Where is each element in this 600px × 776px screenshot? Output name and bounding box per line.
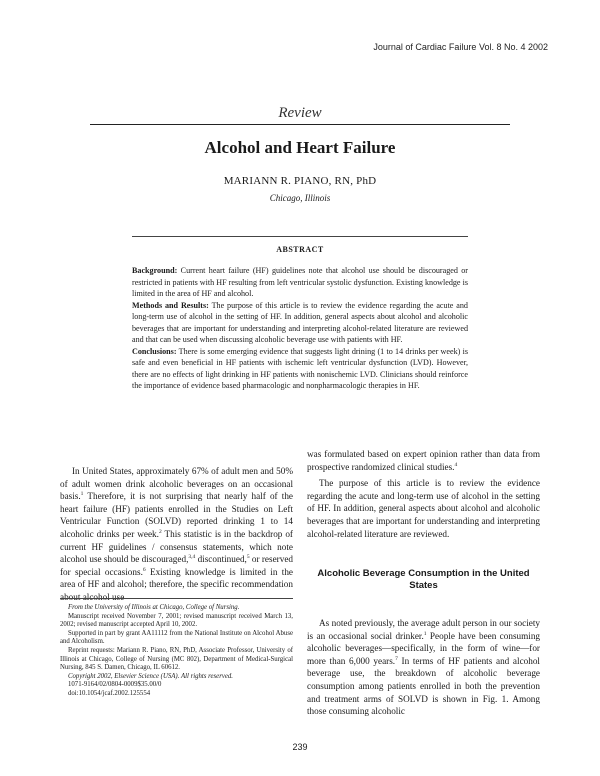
section-label: Review — [278, 105, 322, 121]
footnote-reprint: Reprint requests: Mariann R. Piano, RN, PhD, Associate Professor, University of Illinois at Chicago, College of Nursing (MC 802), Department of Medical-Surgical Nursing, 845 S. Damen, Chicago, IL 60612. — [60, 646, 293, 672]
body-text: Existing knowledge is limited in the area of HF and alcohol; therefore, the specific recommendation about alcohol use — [60, 566, 293, 602]
journal-header: Journal of Cardiac Failure Vol. 8 No. 4 2002 — [373, 42, 548, 52]
footnote-rule — [60, 598, 293, 599]
abstract-rule — [132, 236, 468, 237]
body-right-column-lower — [307, 617, 540, 718]
abstract-methods-label: Methods and Results: — [132, 300, 209, 310]
citation: 4 — [454, 461, 458, 468]
body-paragraph — [307, 448, 540, 473]
abstract-heading: ABSTRACT — [276, 245, 324, 254]
citation: 1 — [423, 630, 427, 637]
section-subheading: Alcoholic Beverage Consumption in the United States — [317, 568, 530, 591]
abstract-block — [132, 265, 468, 392]
footnote-issn: 1071-9164/02/0804-0009$35.00/0 — [68, 681, 162, 689]
body-left-column — [60, 465, 293, 604]
abstract-conclusions-label: Conclusions: — [132, 346, 177, 356]
footnote-received: Manuscript received November 7, 2001; revised manuscript received March 13, 2002; revised manuscript accepted April 10, 2002. — [60, 612, 293, 629]
footnote-support: Supported in part by grant AA11112 from the National Institute on Alcohol Abuse and Alcoholism. — [60, 629, 293, 646]
abstract-methods — [132, 300, 468, 346]
body-paragraph — [60, 465, 293, 604]
body-text: Therefore, it is not surprising that nearly half of the heart failure (HF) patients enrolled in the Studies on Left Ventricular Function (SOLVD) reported drinking 1 to 14 alcoholic drinks per week. — [60, 491, 293, 539]
abstract-conclusions — [132, 346, 468, 392]
body-text: was formulated based on expert opinion rather than data from prospective randomized clinical studies. — [307, 449, 540, 472]
page-number: 239 — [292, 742, 308, 752]
body-text: As noted previously, the average adult person in our society is an occasional social drinker. — [307, 618, 540, 641]
citation: 1 — [80, 491, 84, 498]
author-affiliation: Chicago, Illinois — [269, 193, 331, 203]
abstract-background-text: Current heart failure (HF) guidelines note that alcohol use should be discouraged or restricted in patients with HF resulting from left ventricular systolic dysfunction. Existing knowledge is limited in the area of HF and alcohol. — [132, 266, 469, 298]
footnote-doi: doi:10.1054/jcaf.2002.125554 — [68, 689, 151, 697]
footnotes — [60, 604, 293, 699]
body-paragraph: The purpose of this article is to review the evidence regarding the acute and long-term use of alcohol in the setting of HF. In addition, general aspects about alcohol and alcoholic beverages that are important for understanding and interpreting alcohol-related literature are reviewed. — [307, 478, 540, 539]
citation: 2 — [158, 528, 162, 535]
header-rule — [90, 124, 510, 125]
body-text: discontinued, — [195, 554, 247, 565]
body-text: In United States, approximately 67% of adult men and 50% of adult women drink alcoholic beverages on an occasional basis. — [60, 466, 293, 502]
citation: 7 — [395, 655, 398, 662]
citation: 5 — [246, 554, 250, 561]
body-text: In terms of HF patients and alcohol beverage use, the breakdown of alcoholic beverage consumption among patients enrolled in both the prevention and treatment arms of SOLVD is shown in Fig. 1. Among those consuming alcoholic — [307, 655, 540, 717]
body-text: or reserved for special occasions. — [60, 554, 293, 577]
body-right-column — [307, 448, 540, 540]
body-text: People have been consuming alcoholic beverages—specifically, in the form of wine—for more than 6,000 years. — [307, 630, 541, 666]
article-title: Alcohol and Heart Failure — [204, 138, 396, 157]
author-name: MARIANN R. PIANO, RN, PhD — [223, 175, 377, 187]
abstract-background — [132, 265, 468, 300]
abstract-conclusions-text: There is some emerging evidence that suggests light drining (1 to 14 drinks per week) is safe and even beneficial in HF patients with ischemic left ventricular dysfunction (LVD). However, there are no effects of light drinking in HF patients with nonischemic LVD. Clinicians should reinforce the importance of evidence based pharmacologic and nonpharmacologic therapies in HF. — [132, 346, 468, 390]
body-text: This statistic is in the backdrop of current HF guidelines / consensus statements, which note alcohol use should be discouraged, — [60, 528, 293, 565]
citation: 3,4 — [188, 554, 196, 561]
body-paragraph — [307, 617, 540, 718]
citation: 6 — [142, 566, 146, 573]
abstract-background-label: Background: — [132, 266, 178, 275]
footnote-from: From the University of Illinois at Chicago, College of Nursing. — [68, 604, 240, 611]
footnote-copyright: Copyright 2002, Elsevier Science (USA). All rights reserved. — [68, 672, 233, 680]
abstract-methods-text: The purpose of this article is to review the evidence regarding the acute and long-term use of alcohol in the setting of HF. In addition, general aspects about alcohol and alcoholic beverages that are important for understanding and interpreting alcohol-related literature are reviewed and that can be used when discussing alcoholic beverage use with patients with HF. — [132, 300, 468, 344]
